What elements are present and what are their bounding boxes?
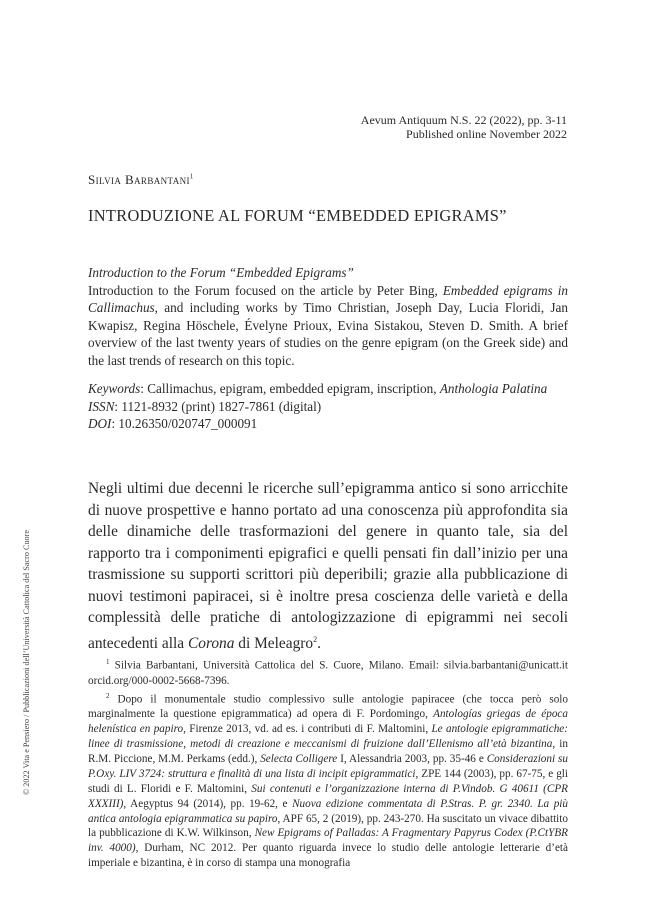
side-copyright: © 2022 Vita e Pensiero / Pubblicazioni dell’Università Cattolica del Sacro Cuore <box>22 529 31 795</box>
abstract-title: Introduction to the Forum “Embedded Epigrams” <box>88 265 354 280</box>
abstract <box>88 264 568 370</box>
article-title: INTRODUZIONE AL FORUM “EMBEDDED EPIGRAMS” <box>88 206 507 225</box>
keywords-line: Keywords: Callimachus, epigram, embedded epigram, inscription, Anthologia Palatina <box>88 381 548 396</box>
footnote-ref-2[interactable]: 2 <box>313 634 318 644</box>
footnotes <box>88 655 568 871</box>
author-line <box>88 172 194 188</box>
doi-line[interactable]: DOI: 10.26350/020747_000091 <box>88 416 258 432</box>
journal-citation: Aevum Antiquum N.S. 22 (2022), pp. 3-11 <box>360 113 567 127</box>
author-name: Silvia Barbantani <box>88 172 190 187</box>
author-footnote-mark[interactable]: 1 <box>189 172 194 181</box>
footnote-1: $^1$ Silvia Barbantani, Università Cattolica del S. Cuore, Milano. Email: silvia.barbantani@unicatt.it orcid.org/000-0002-5668-7396. <box>88 658 568 687</box>
footnote-2: $^2$ Dopo il monumentale studio complessivo sulle antologie papiracee (che tocca però solo marginalmente la questione epigrammatica) ad opera di F. Pordomingo, Antologías griegas de época helenística en papiro, Firenze 2013, vd. ad es. i contributi di F. Maltomini, Le antologie epigrammatiche: linee di trasmissione, metodi di creazione e meccanismi di fruizione dall’Ellenismo all’età bizantina, in R.M. Piccione, M.M. Perkams (edd.), Selecta Colligere I, Alessandria 2003, pp. 35-46 e Considerazioni su P.Oxy. LIV 3724: struttura e finalità di una lista di incipit epigrammatici, ZPE 144 (2003), pp. 67-75, e gli studi di L. Floridi e F. Maltomini, Sui contenuti e l’organizzazione interna di P.Vindob. G 40611 (CPR XXXIII), Aegyptus 94 (2014), pp. 19-62, e Nuova edizione commentata di P.Stras. P. gr. 2340. La più antica antologia epigrammatica su papiro, APF 65, 2 (2019), pp. 243-270. Ha suscitato un vivace dibattito la pubblicazione di K.W. Wilkinson, New Epigrams of Palladas: A Fragmentary Papyrus Codex (P.CtYBR inv. 4000), Durham, NC 2012. Per quanto riguarda invece lo studio delle antologie letterarie d’età imperiale e bizantina, è in corso di stampa una monografia <box>88 691 569 870</box>
issn-line: ISSN: 1121-8932 (print) 1827-7861 (digital) <box>88 398 322 414</box>
abstract-text: Introduction to the Forum focused on the article by Peter Bing, Embedded epigrams in Callimachus, and including works by Timo Christian, Joseph Day, Lucia Floridi, Jan Kwapisz, Regina Höschele, Évelyne Prioux, Evina Sistakou, Steven D. Smith. A brief overview of the last twenty years of studies on the genre epigram (on the Greek side) and the last trends of research on this topic. <box>88 282 568 368</box>
publication-date: Published online November 2022 <box>406 127 567 141</box>
journal-header <box>361 113 567 141</box>
body-paragraph: Negli ultimi due decenni le ricerche sull’epigramma antico si sono arricchite di nuove prospettive e hanno portato ad una conoscenza più approfondita sia delle dinamiche delle trasformazioni del genere in quanto tale, sia del rapporto tra i componimenti epigrafici e quelli pensati fin dall’inizio per una trasmissione su supporti scrittori più deperibili; grazie alla pubblicazione di nuovi testimoni papiracei, si è inoltre presa coscienza delle varietà e della complessità delle pratiche di antologizzazione di epigrammi nei secoli antecedenti alla Corona di Meleagro$^2$. <box>88 480 568 652</box>
article-metadata <box>88 380 568 433</box>
